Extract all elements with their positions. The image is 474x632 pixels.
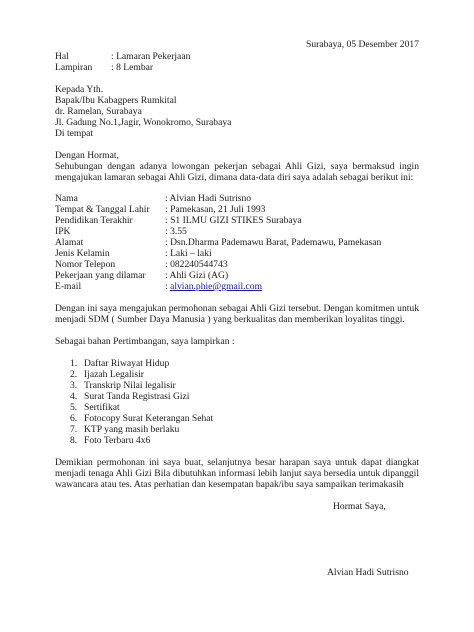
recipient-line: Kepada Yth. — [55, 84, 104, 95]
attachment-number: 6. — [70, 413, 78, 424]
field-address-value: : Dsn.Dharma Pademawu Barat, Pademawu, Pamekasan — [165, 237, 382, 248]
email-link[interactable]: alvian.phie@gmail.com — [170, 281, 263, 292]
field-gpa-value: : 3.55 — [165, 226, 187, 237]
recipient-line: Jl. Gadung No.1,Jagir, Wonokromo, Surabaya — [55, 117, 232, 128]
email-colon: : — [165, 281, 171, 292]
field-birth-label: Tempat & Tanggal Lahir — [55, 204, 150, 215]
greeting: Dengan Hormat, — [55, 150, 119, 161]
signature-name: Alvian Hadi Sutrisno — [327, 567, 409, 578]
field-education-value: : S1 ILMU GIZI STIKES Surabaya — [165, 215, 302, 226]
attachment-number: 4. — [70, 391, 78, 402]
field-education-label: Pendidikan Terakhir — [55, 215, 133, 226]
statement-line: menjadi SDM ( Sumber Daya Manusia ) yang berkualitas dan memberikan loyalitas tinggi. — [55, 314, 405, 325]
field-phone-value: : 082240544743 — [165, 259, 228, 270]
attachment-number: 2. — [70, 369, 78, 380]
recipient-line: Di tempat — [55, 128, 94, 139]
field-address-label: Alamat — [55, 237, 84, 248]
field-birth-value: : Pamekasan, 21 Juli 1993 — [165, 204, 266, 215]
field-gender-value: : Laki – laki — [165, 248, 212, 259]
field-name-label: Nama — [55, 193, 78, 204]
field-phone-label: Nomor Telepon — [55, 259, 116, 270]
closing-line: wawancara atau tes. Atas perhatian dan kesempatan bapak/ibu saya sampaikan terimakasih — [55, 479, 404, 490]
meta-lampiran-value: : 8 Lembar — [111, 62, 154, 73]
closing-line: Demikian permohonan ini saya buat, selanjutnya besar harapan saya untuk dapat diangkat — [55, 457, 419, 468]
attachment-item: Transkrip Nilai legalisir — [84, 380, 176, 391]
attachments-intro: Sebagai bahan Pertimbangan, saya lampirkan : — [55, 336, 235, 347]
recipient-line: Bapak/Ibu Kabagpers Rumkital — [55, 95, 177, 106]
attachment-item: Fotocopy Surat Keterangan Sehat — [84, 413, 214, 424]
attachment-number: 5. — [70, 402, 78, 413]
attachment-item: Ijazah Legalisir — [84, 369, 144, 380]
meta-hal-label: Hal — [55, 51, 69, 62]
attachment-item: Sertifikat — [84, 402, 120, 413]
meta-hal-value: : Lamaran Pekerjaan — [111, 51, 191, 62]
attachment-number: 8. — [70, 435, 78, 446]
attachment-item: Foto Terbaru 4x6 — [84, 435, 151, 446]
statement-line: Dengan ini saya mengajukan permohonan sebagai Ahli Gizi tersebut. Dengan komitmen untuk — [55, 303, 419, 314]
regards: Hormat Saya, — [333, 501, 386, 512]
intro-line: mengajukan lamaran sebagai Ahli Gizi, dimana data-data diri saya adalah sebagai berikut ini: — [55, 172, 414, 183]
field-name-value: : Alvian Hadi Sutrisno — [165, 193, 252, 204]
meta-lampiran-label: Lampiran — [55, 62, 93, 73]
attachment-item: Daftar Riwayat Hidup — [84, 358, 170, 369]
attachment-item: Surat Tanda Registrasi Gizi — [84, 391, 190, 402]
attachment-number: 7. — [70, 424, 78, 435]
field-email-label: E-mail — [55, 281, 82, 292]
recipient-line: dr. Ramelan, Surabaya — [55, 106, 142, 117]
field-gpa-label: IPK — [55, 226, 71, 237]
attachment-number: 3. — [70, 380, 78, 391]
letter-date: Surabaya, 05 Desember 2017 — [306, 39, 419, 50]
intro-line: Sehubungan dengan adanya lowongan pekerjan sebagai Ahli Gizi, saya bermaksud ingin — [55, 161, 419, 172]
field-gender-label: Jenis Kelamin — [55, 248, 110, 259]
attachment-number: 1. — [70, 358, 78, 369]
attachment-item: KTP yang masih berlaku — [84, 424, 180, 435]
field-position-label: Pekerjaan yang dilamar — [55, 270, 146, 281]
field-email-value — [165, 281, 262, 292]
field-position-value: : Ahli Gizi (AG) — [165, 270, 229, 281]
closing-line: menjadi tenaga Ahli Gizi Bila dibutuhkan informasi lebih lanjut saya bersedia untuk dipanggil — [55, 468, 419, 479]
